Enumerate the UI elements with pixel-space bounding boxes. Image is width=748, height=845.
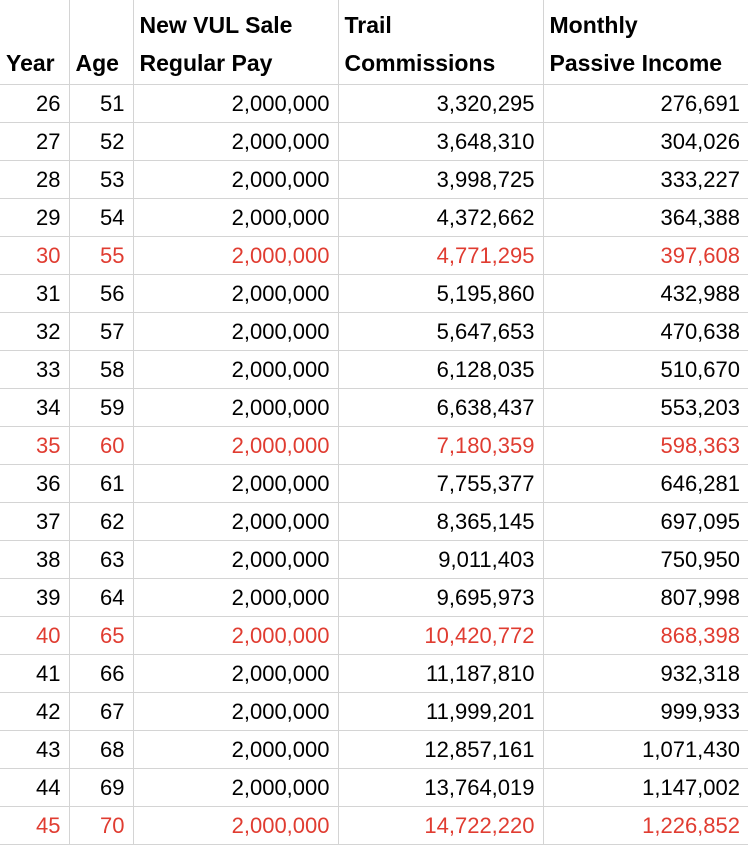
table-row bbox=[0, 655, 748, 693]
cell-trail-commissions[interactable]: 9,695,973 bbox=[338, 579, 543, 617]
cell-age[interactable]: 68 bbox=[69, 731, 133, 769]
cell-monthly-passive-income[interactable]: 470,638 bbox=[543, 313, 748, 351]
cell-age[interactable]: 52 bbox=[69, 123, 133, 161]
cell-trail-commissions[interactable]: 13,764,019 bbox=[338, 769, 543, 807]
cell-trail-commissions[interactable]: 11,999,201 bbox=[338, 693, 543, 731]
cell-year[interactable]: 38 bbox=[0, 541, 69, 579]
cell-year[interactable]: 29 bbox=[0, 199, 69, 237]
table-row bbox=[0, 769, 748, 807]
cell-monthly-passive-income[interactable]: 276,691 bbox=[543, 85, 748, 123]
cell-year[interactable]: 37 bbox=[0, 503, 69, 541]
cell-age[interactable]: 64 bbox=[69, 579, 133, 617]
table-row bbox=[0, 807, 748, 845]
table-row bbox=[0, 503, 748, 541]
cell-trail-commissions[interactable]: 12,857,161 bbox=[338, 731, 543, 769]
cell-new-vul-sale[interactable]: 2,000,000 bbox=[133, 655, 338, 693]
cell-age[interactable]: 53 bbox=[69, 161, 133, 199]
cell-new-vul-sale[interactable]: 2,000,000 bbox=[133, 85, 338, 123]
table-body bbox=[0, 85, 748, 845]
cell-age[interactable]: 56 bbox=[69, 275, 133, 313]
cell-year[interactable]: 43 bbox=[0, 731, 69, 769]
table-row bbox=[0, 541, 748, 579]
cell-year[interactable]: 26 bbox=[0, 85, 69, 123]
cell-age[interactable]: 58 bbox=[69, 351, 133, 389]
cell-new-vul-sale[interactable]: 2,000,000 bbox=[133, 807, 338, 845]
cell-year[interactable]: 27 bbox=[0, 123, 69, 161]
table-row bbox=[0, 237, 748, 275]
cell-new-vul-sale[interactable]: 2,000,000 bbox=[133, 579, 338, 617]
header-income-line-2: Passive Income bbox=[549, 50, 723, 76]
header-age-line-2: Age bbox=[75, 50, 119, 76]
cell-age[interactable]: 63 bbox=[69, 541, 133, 579]
cell-new-vul-sale[interactable]: 2,000,000 bbox=[133, 123, 338, 161]
table-row bbox=[0, 199, 748, 237]
cell-year[interactable]: 34 bbox=[0, 389, 69, 427]
cell-new-vul-sale[interactable]: 2,000,000 bbox=[133, 693, 338, 731]
header-monthly-passive-income[interactable] bbox=[543, 0, 748, 85]
header-income-line-1: Monthly bbox=[549, 12, 638, 38]
cell-monthly-passive-income[interactable]: 510,670 bbox=[543, 351, 748, 389]
cell-trail-commissions[interactable]: 7,180,359 bbox=[338, 427, 543, 465]
cell-age[interactable]: 67 bbox=[69, 693, 133, 731]
header-year-line-2: Year bbox=[6, 50, 55, 76]
cell-age[interactable]: 70 bbox=[69, 807, 133, 845]
cell-age[interactable]: 54 bbox=[69, 199, 133, 237]
cell-year[interactable]: 39 bbox=[0, 579, 69, 617]
cell-year[interactable]: 31 bbox=[0, 275, 69, 313]
cell-new-vul-sale[interactable]: 2,000,000 bbox=[133, 769, 338, 807]
header-sale-line-2: Regular Pay bbox=[139, 50, 273, 76]
header-trail-line-1: Trail bbox=[344, 12, 392, 38]
cell-year[interactable]: 32 bbox=[0, 313, 69, 351]
cell-new-vul-sale[interactable]: 2,000,000 bbox=[133, 389, 338, 427]
cell-monthly-passive-income[interactable]: 750,950 bbox=[543, 541, 748, 579]
cell-new-vul-sale[interactable]: 2,000,000 bbox=[133, 237, 338, 275]
cell-year[interactable]: 41 bbox=[0, 655, 69, 693]
cell-new-vul-sale[interactable]: 2,000,000 bbox=[133, 617, 338, 655]
cell-trail-commissions[interactable]: 14,722,220 bbox=[338, 807, 543, 845]
header-age[interactable] bbox=[69, 0, 133, 85]
table-row bbox=[0, 85, 748, 123]
cell-monthly-passive-income[interactable]: 646,281 bbox=[543, 465, 748, 503]
cell-monthly-passive-income[interactable]: 868,398 bbox=[543, 617, 748, 655]
cell-age[interactable]: 55 bbox=[69, 237, 133, 275]
table-row bbox=[0, 617, 748, 655]
cell-monthly-passive-income[interactable]: 397,608 bbox=[543, 237, 748, 275]
cell-year[interactable]: 33 bbox=[0, 351, 69, 389]
header-year[interactable] bbox=[0, 0, 69, 85]
header-trail-commissions[interactable] bbox=[338, 0, 543, 85]
cell-trail-commissions[interactable]: 5,647,653 bbox=[338, 313, 543, 351]
cell-age[interactable]: 66 bbox=[69, 655, 133, 693]
cell-trail-commissions[interactable]: 7,755,377 bbox=[338, 465, 543, 503]
cell-age[interactable]: 60 bbox=[69, 427, 133, 465]
table-row bbox=[0, 693, 748, 731]
cell-trail-commissions[interactable]: 6,638,437 bbox=[338, 389, 543, 427]
cell-new-vul-sale[interactable]: 2,000,000 bbox=[133, 503, 338, 541]
table-header bbox=[0, 0, 748, 85]
cell-new-vul-sale[interactable]: 2,000,000 bbox=[133, 199, 338, 237]
cell-trail-commissions[interactable]: 8,365,145 bbox=[338, 503, 543, 541]
table-row bbox=[0, 731, 748, 769]
cell-monthly-passive-income[interactable]: 932,318 bbox=[543, 655, 748, 693]
cell-monthly-passive-income[interactable]: 304,026 bbox=[543, 123, 748, 161]
cell-monthly-passive-income[interactable]: 1,071,430 bbox=[543, 731, 748, 769]
cell-year[interactable]: 45 bbox=[0, 807, 69, 845]
table-row bbox=[0, 351, 748, 389]
cell-trail-commissions[interactable]: 5,195,860 bbox=[338, 275, 543, 313]
cell-monthly-passive-income[interactable]: 999,933 bbox=[543, 693, 748, 731]
cell-monthly-passive-income[interactable]: 333,227 bbox=[543, 161, 748, 199]
cell-age[interactable]: 62 bbox=[69, 503, 133, 541]
cell-monthly-passive-income[interactable]: 432,988 bbox=[543, 275, 748, 313]
table-row bbox=[0, 123, 748, 161]
cell-trail-commissions[interactable]: 11,187,810 bbox=[338, 655, 543, 693]
cell-new-vul-sale[interactable]: 2,000,000 bbox=[133, 351, 338, 389]
cell-age[interactable]: 61 bbox=[69, 465, 133, 503]
header-new-vul-sale[interactable] bbox=[133, 0, 338, 85]
table-row bbox=[0, 275, 748, 313]
cell-year[interactable]: 40 bbox=[0, 617, 69, 655]
cell-age[interactable]: 59 bbox=[69, 389, 133, 427]
cell-age[interactable]: 51 bbox=[69, 85, 133, 123]
cell-trail-commissions[interactable]: 3,648,310 bbox=[338, 123, 543, 161]
table-row bbox=[0, 465, 748, 503]
cell-year[interactable]: 42 bbox=[0, 693, 69, 731]
cell-trail-commissions[interactable]: 3,320,295 bbox=[338, 85, 543, 123]
cell-trail-commissions[interactable]: 4,372,662 bbox=[338, 199, 543, 237]
cell-new-vul-sale[interactable]: 2,000,000 bbox=[133, 465, 338, 503]
cell-monthly-passive-income[interactable]: 598,363 bbox=[543, 427, 748, 465]
cell-monthly-passive-income[interactable]: 364,388 bbox=[543, 199, 748, 237]
cell-monthly-passive-income[interactable]: 1,226,852 bbox=[543, 807, 748, 845]
cell-monthly-passive-income[interactable]: 1,147,002 bbox=[543, 769, 748, 807]
table-row bbox=[0, 161, 748, 199]
cell-year[interactable]: 30 bbox=[0, 237, 69, 275]
cell-new-vul-sale[interactable]: 2,000,000 bbox=[133, 541, 338, 579]
cell-year[interactable]: 35 bbox=[0, 427, 69, 465]
table-row bbox=[0, 313, 748, 351]
cell-monthly-passive-income[interactable]: 697,095 bbox=[543, 503, 748, 541]
cell-year[interactable]: 28 bbox=[0, 161, 69, 199]
header-sale-line-1: New VUL Sale bbox=[139, 12, 293, 38]
cell-monthly-passive-income[interactable]: 553,203 bbox=[543, 389, 748, 427]
cell-new-vul-sale[interactable]: 2,000,000 bbox=[133, 161, 338, 199]
cell-trail-commissions[interactable]: 9,011,403 bbox=[338, 541, 543, 579]
cell-year[interactable]: 36 bbox=[0, 465, 69, 503]
cell-monthly-passive-income[interactable]: 807,998 bbox=[543, 579, 748, 617]
table-row bbox=[0, 427, 748, 465]
cell-new-vul-sale[interactable]: 2,000,000 bbox=[133, 427, 338, 465]
cell-new-vul-sale[interactable]: 2,000,000 bbox=[133, 275, 338, 313]
cell-age[interactable]: 65 bbox=[69, 617, 133, 655]
header-row bbox=[0, 0, 748, 85]
cell-trail-commissions[interactable]: 3,998,725 bbox=[338, 161, 543, 199]
cell-new-vul-sale[interactable]: 2,000,000 bbox=[133, 313, 338, 351]
table-row bbox=[0, 579, 748, 617]
cell-age[interactable]: 69 bbox=[69, 769, 133, 807]
table-row bbox=[0, 389, 748, 427]
cell-trail-commissions[interactable]: 10,420,772 bbox=[338, 617, 543, 655]
cell-trail-commissions[interactable]: 4,771,295 bbox=[338, 237, 543, 275]
cell-trail-commissions[interactable]: 6,128,035 bbox=[338, 351, 543, 389]
cell-age[interactable]: 57 bbox=[69, 313, 133, 351]
cell-new-vul-sale[interactable]: 2,000,000 bbox=[133, 731, 338, 769]
cell-year[interactable]: 44 bbox=[0, 769, 69, 807]
header-trail-line-2: Commissions bbox=[344, 50, 496, 76]
